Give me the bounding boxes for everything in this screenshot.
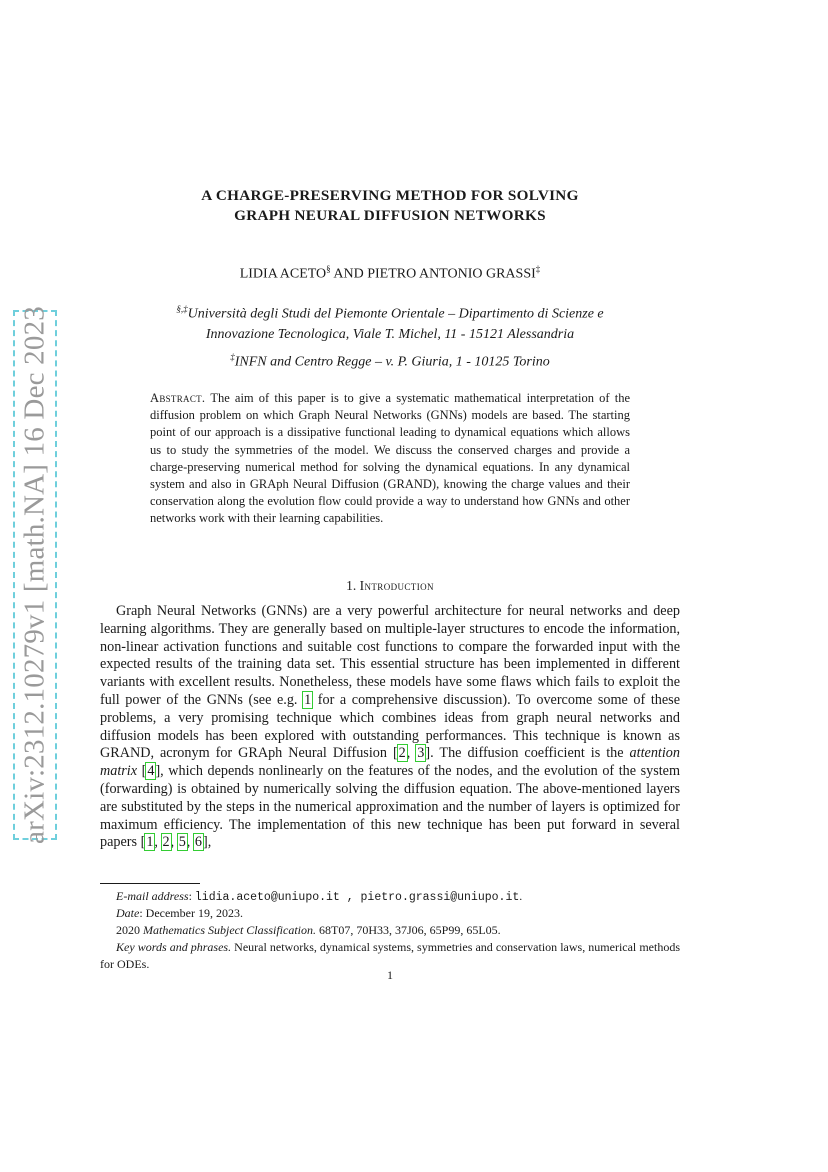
affiliation-1 — [100, 299, 680, 345]
body-end: , — [207, 834, 212, 851]
citation-link[interactable]: 2 — [398, 745, 406, 762]
abstract-label: Abstract. — [150, 391, 206, 405]
citation-separator: , — [154, 834, 162, 851]
date-label: Date — [116, 906, 140, 920]
email-end: . — [519, 889, 523, 903]
affiliation-1-mark: §,‡ — [176, 304, 188, 314]
attention-matrix-term: attention matrix — [100, 745, 680, 780]
footnote-msc — [100, 922, 680, 939]
affiliation-2-text: INFN and Centro Regge – v. P. Giuria, 1 - 10125 Torino — [234, 354, 550, 370]
bracket-close: ] — [155, 763, 161, 780]
page-number: 1 — [387, 968, 393, 982]
keywords-text: Neural networks, dynamical systems, symmetries and conservation laws, numerical methods for ODEs. — [100, 940, 680, 971]
arxiv-identifier[interactable]: arXiv:2312.10279v1 [math.NA] 16 Dec 2023 — [18, 306, 51, 844]
author-and: AND — [330, 266, 368, 282]
citation-link[interactable]: 4 — [147, 763, 155, 780]
bracket-open: [ — [141, 763, 147, 780]
citation-link[interactable]: 3 — [417, 745, 425, 762]
keywords-label: Key words and phrases. — [116, 940, 232, 954]
author-1: LIDIA ACETO — [239, 266, 327, 282]
section-heading — [100, 578, 680, 594]
email-colon: : — [188, 889, 195, 903]
author-2: PIETRO ANTONIO GRASSI — [367, 266, 536, 282]
body-text-1: Graph Neural Networks (GNNs) are a very powerful architecture for neural networks and deep learning algorithms. They are generally based on multiple-layer structures to encode the information, non-linear activation functions and suitable cost functions to compare the forwarded input with the expected results of the training data set. This essential structure has been implemented in different variants with excellent results. Nonetheless, these models have some flaws which fails to exploit the full power of the GNNs (see e.g. — [100, 603, 680, 708]
bracket-close: ] — [425, 745, 431, 762]
msc-codes: 68T07, 70H33, 37J06, 65P99, 65L05. — [315, 923, 501, 937]
affiliation-1-line-2: Innovazione Tecnologica, Viale T. Michel, 11 - 15121 Alessandria — [205, 326, 575, 342]
arxiv-stamp[interactable] — [13, 306, 57, 844]
footnote-date — [100, 905, 680, 922]
msc-label: Mathematics Subject Classification. — [143, 923, 316, 937]
bracket-close: ] — [202, 834, 208, 851]
body-text-3: . The diffusion coefficient is the — [430, 745, 630, 762]
body-paragraph — [100, 603, 680, 852]
body-text-2: for a comprehensive discussion). To overcome some of these problems, a very promising technique which combines ideas from graph neural networks and diffusion models has been explored with outstanding performances. This technique is known as GRAND, acronym for GRAph Neural Diffusion — [100, 691, 680, 762]
date-value: : December 19, 2023. — [139, 906, 243, 920]
title-line-2: GRAPH NEURAL DIFFUSION NETWORKS — [234, 207, 546, 224]
author-1-mark: § — [326, 264, 331, 274]
paper-title — [100, 186, 680, 226]
author-list — [100, 264, 680, 283]
footnote-rule — [100, 883, 200, 884]
bracket-open: [ — [392, 745, 398, 762]
citation-link[interactable]: 2 — [162, 834, 170, 851]
section-number: 1. — [346, 578, 357, 593]
title-line-1: A CHARGE-PRESERVING METHOD FOR SOLVING — [201, 187, 579, 204]
section-title: Introduction — [359, 578, 434, 593]
citation-link[interactable]: 1 — [146, 834, 154, 851]
body-text-5: , which depends nonlinearly on the features of the nodes, and the evolution of the system (forwarding) is obtained by numerically solving the diffusion equation. The above-mentioned layers are substituted by the steps in the numerical approximation and the number of layers is optimized for maximum efficiency. The implementation of this new technique has been put forward in several papers — [100, 763, 680, 851]
citation-separator: , — [186, 834, 194, 851]
email-addresses[interactable]: lidia.aceto@uniupo.it , pietro.grassi@uniupo.it — [194, 891, 520, 904]
msc-prefix: 2020 — [116, 923, 143, 937]
email-label: E-mail address — [116, 889, 189, 903]
affiliation-2 — [100, 347, 680, 373]
author-2-mark: ‡ — [535, 264, 541, 274]
citation-link[interactable]: 1 — [304, 691, 312, 708]
affiliation-1-line-1: Università degli Studi del Piemonte Orientale – Dipartimento di Scienze e — [187, 306, 604, 322]
citation-separator: , — [170, 834, 178, 851]
affiliation-2-mark: ‡ — [230, 352, 235, 362]
citation-separator: , — [406, 745, 417, 762]
abstract — [150, 390, 630, 528]
abstract-text: The aim of this paper is to give a systematic mathematical interpretation of the diffusion problem on which Graph Neural Networks (GNNs) models are based. The starting point of our approach is a dissipative functional leading to dynamical equations which allows us to study the symmetries of the model. We discuss the conserved charges and provide a charge-preserving numerical method for solving the dynamical equations. In any dynamical system and also in GRAph Neural Diffusion (GRAND), knowing the charge values and their conservation along the evolution flow could provide a way to understand how GNNs and other networks work with their learning capabilities. — [150, 391, 630, 526]
citation-link[interactable]: 5 — [178, 834, 186, 851]
footnote-email — [100, 888, 680, 906]
citation-link[interactable]: 6 — [194, 834, 202, 851]
bracket-open: [ — [140, 834, 146, 851]
